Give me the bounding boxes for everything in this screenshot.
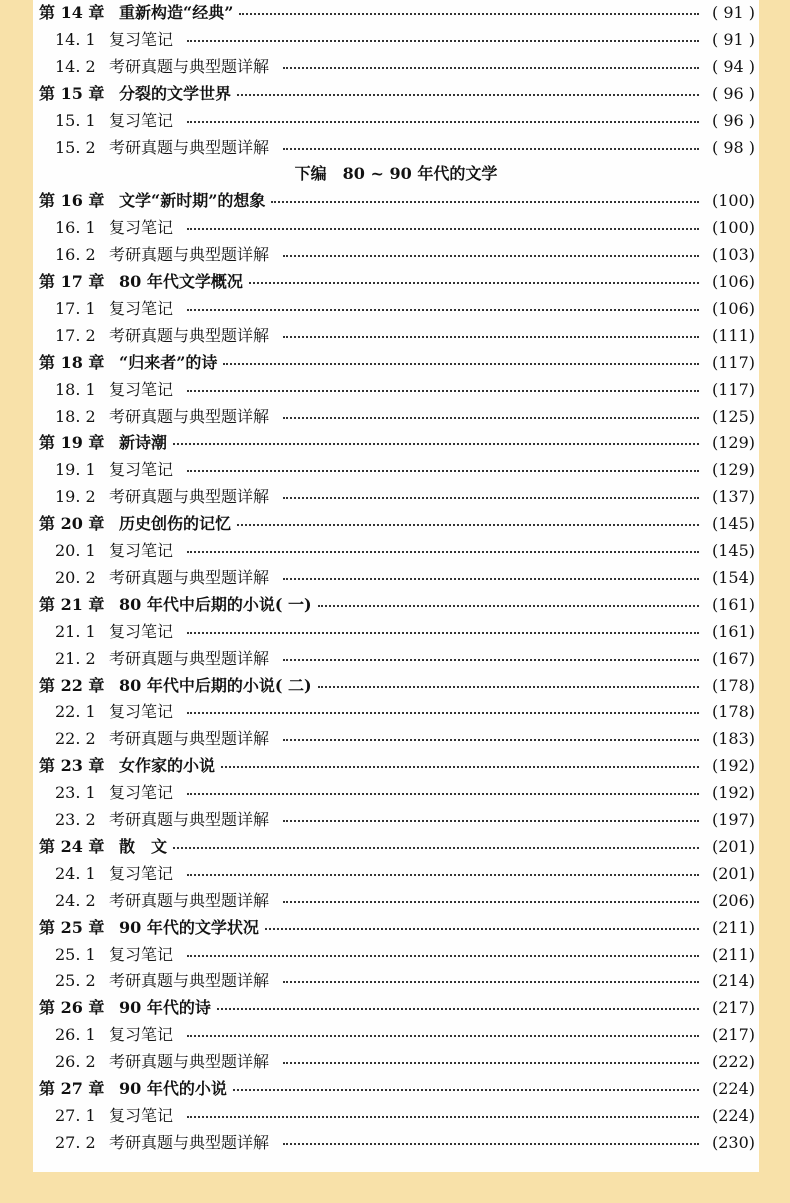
dot-leader [187, 390, 699, 392]
page-number: (178) [711, 675, 755, 695]
toc-section-entry[interactable] [33, 377, 759, 403]
page-number: (201) [711, 863, 755, 883]
chapter-number: 第 23 章 [39, 756, 105, 776]
section-title: 复习笔记 [109, 1025, 174, 1045]
dot-leader [187, 551, 699, 553]
toc-chapter-entry[interactable] [33, 673, 759, 699]
dot-leader [187, 874, 699, 876]
chapter-title: 90 年代的小说 [119, 1079, 227, 1098]
toc-chapter-entry[interactable] [33, 188, 759, 214]
dot-leader [283, 1143, 699, 1145]
chapter-title: 80 年代中后期的小说( 二) [119, 675, 312, 695]
section-number: 25. 2 [55, 971, 96, 991]
toc-section-entry[interactable] [33, 54, 759, 80]
page-number: ( 96 ) [711, 83, 755, 103]
dot-leader [265, 928, 699, 930]
toc-section-entry[interactable] [33, 780, 759, 806]
chapter-title: 历史创伤的记忆 [119, 514, 232, 534]
chapter-title: 文学“新时期”的想象 [119, 191, 266, 211]
page-number: (211) [711, 917, 755, 937]
page-number: (129) [711, 433, 755, 453]
dot-leader [187, 1116, 699, 1118]
page-number: (167) [711, 648, 755, 668]
toc-section-entry[interactable] [33, 27, 759, 53]
chapter-number: 第 17 章 [39, 272, 105, 291]
page-number: (224) [711, 1105, 755, 1125]
chapter-title: 重新构造“经典” [119, 3, 234, 22]
dot-leader [187, 121, 699, 123]
section-title: 复习笔记 [109, 218, 174, 238]
section-title: 考研真题与典型题详解 [109, 137, 270, 157]
section-number: 16. 2 [55, 245, 96, 265]
section-number: 26. 1 [55, 1025, 96, 1045]
chapter-number: 第 19 章 [39, 433, 105, 453]
page-number: (129) [711, 460, 755, 480]
dot-leader [217, 1008, 699, 1010]
section-title: 复习笔记 [109, 621, 174, 641]
dot-leader [187, 1035, 699, 1037]
section-number: 15. 1 [55, 110, 96, 130]
toc-chapter-entry[interactable] [33, 995, 759, 1021]
dot-leader [173, 443, 699, 445]
section-number: 18. 2 [55, 406, 96, 426]
dot-leader [271, 201, 699, 203]
toc-chapter-entry[interactable] [33, 753, 759, 779]
page-number: (137) [711, 487, 755, 507]
chapter-number: 第 25 章 [39, 917, 105, 937]
page-number: (161) [711, 594, 755, 614]
toc-chapter-entry[interactable] [33, 915, 759, 941]
chapter-number: 第 24 章 [39, 836, 105, 856]
toc-section-entry[interactable] [33, 699, 759, 725]
section-title: 考研真题与典型题详解 [109, 810, 270, 829]
toc-section-entry[interactable] [33, 968, 759, 994]
page-number: (217) [711, 1025, 755, 1045]
page-number: (206) [711, 890, 755, 910]
dot-leader [187, 309, 699, 311]
page-number: ( 96 ) [711, 110, 755, 130]
section-number: 17. 2 [55, 325, 96, 345]
section-title: 复习笔记 [109, 863, 174, 883]
section-title: 考研真题与典型题详解 [109, 971, 270, 991]
page-number: (222) [711, 1052, 755, 1072]
section-title: 考研真题与典型题详解 [109, 325, 270, 345]
section-title: 复习笔记 [109, 29, 174, 49]
chapter-number: 第 18 章 [39, 352, 105, 372]
page-number: (183) [711, 729, 755, 749]
page-number: (211) [711, 944, 755, 964]
toc-section-entry[interactable] [33, 942, 759, 968]
chapter-title: 80 年代文学概况 [119, 272, 243, 291]
dot-leader [318, 686, 699, 688]
section-number: 27. 2 [55, 1132, 96, 1152]
chapter-number: 第 16 章 [39, 191, 105, 211]
section-number: 15. 2 [55, 137, 96, 157]
section-number: 21. 1 [55, 621, 96, 641]
dot-leader [187, 793, 699, 795]
toc-section-entry[interactable] [33, 242, 759, 268]
dot-leader [233, 1089, 699, 1091]
section-title: 复习笔记 [109, 702, 174, 722]
dot-leader [283, 336, 699, 338]
toc-section-entry[interactable] [33, 484, 759, 510]
section-title: 复习笔记 [109, 110, 174, 130]
page-number: ( 91 ) [711, 3, 755, 22]
page-number: (100) [711, 218, 755, 238]
page-number: ( 98 ) [711, 137, 755, 157]
toc-section-entry[interactable] [33, 619, 759, 645]
dot-leader [283, 578, 699, 580]
section-number: 19. 2 [55, 487, 96, 507]
page-number: (230) [711, 1132, 755, 1152]
toc-section-entry[interactable] [33, 1103, 759, 1129]
section-number: 19. 1 [55, 460, 96, 480]
section-title: 复习笔记 [109, 944, 174, 964]
dot-leader [187, 40, 699, 42]
dot-leader [187, 955, 699, 957]
section-number: 24. 1 [55, 863, 96, 883]
page-number: ( 94 ) [711, 56, 755, 76]
section-title: 复习笔记 [109, 379, 174, 399]
chapter-number: 第 27 章 [39, 1079, 105, 1098]
chapter-title: 女作家的小说 [119, 756, 216, 776]
toc-chapter-entry[interactable] [33, 269, 759, 295]
page-number: (117) [711, 379, 755, 399]
section-title: 考研真题与典型题详解 [109, 890, 270, 910]
page-number: (192) [711, 783, 755, 803]
page-number: (214) [711, 971, 755, 991]
toc-chapter-entry[interactable] [33, 511, 759, 537]
chapter-title: “归来者”的诗 [119, 352, 218, 372]
toc-section-entry[interactable] [33, 861, 759, 887]
page-number: (197) [711, 810, 755, 829]
section-number: 23. 2 [55, 810, 96, 829]
page-number: (178) [711, 702, 755, 722]
page-number: (161) [711, 621, 755, 641]
section-title: 复习笔记 [109, 783, 174, 803]
section-number: 14. 2 [55, 56, 96, 76]
toc-page [33, 0, 759, 1172]
page-number: (106) [711, 272, 755, 291]
dot-leader [237, 524, 699, 526]
page-number: (145) [711, 541, 755, 560]
page-number: (154) [711, 567, 755, 587]
toc-section-entry[interactable] [33, 538, 759, 564]
dot-leader [187, 470, 699, 472]
section-number: 20. 2 [55, 567, 96, 587]
section-number: 20. 1 [55, 541, 96, 560]
dot-leader [283, 659, 699, 661]
section-number: 23. 1 [55, 783, 96, 803]
chapter-title: 散 文 [119, 836, 168, 856]
toc-section-entry[interactable] [33, 565, 759, 591]
toc-section-entry[interactable] [33, 1049, 759, 1075]
toc-section-entry[interactable] [33, 726, 759, 752]
page-number: (100) [711, 191, 755, 211]
section-title: 考研真题与典型题详解 [109, 406, 270, 426]
page-number: ( 91 ) [711, 29, 755, 49]
chapter-title: 80 年代中后期的小说( 一) [119, 594, 312, 614]
page-number: (125) [711, 406, 755, 426]
dot-leader [187, 228, 699, 230]
chapter-number: 第 21 章 [39, 594, 105, 614]
toc-chapter-entry[interactable] [33, 834, 759, 860]
section-title: 考研真题与典型题详解 [109, 56, 270, 76]
page-number: (117) [711, 352, 755, 372]
page-number: (224) [711, 1079, 755, 1098]
dot-leader [283, 1062, 699, 1064]
chapter-title: 分裂的文学世界 [119, 83, 232, 103]
toc-section-entry[interactable] [33, 404, 759, 430]
dot-leader [237, 94, 699, 96]
chapter-number: 第 26 章 [39, 998, 105, 1018]
page-number: (192) [711, 756, 755, 776]
section-title: 考研真题与典型题详解 [109, 1052, 270, 1072]
dot-leader [223, 363, 699, 365]
toc-chapter-entry[interactable] [33, 430, 759, 456]
chapter-title: 90 年代的文学状况 [119, 917, 259, 937]
dot-leader [187, 712, 699, 714]
toc-section-entry[interactable] [33, 135, 759, 161]
section-number: 26. 2 [55, 1052, 96, 1072]
page-number: (103) [711, 245, 755, 265]
section-title: 考研真题与典型题详解 [109, 245, 270, 265]
chapter-title: 90 年代的诗 [119, 998, 211, 1018]
chapter-title: 新诗潮 [119, 433, 168, 453]
section-title: 考研真题与典型题详解 [109, 1132, 270, 1152]
dot-leader [283, 67, 699, 69]
toc-chapter-entry[interactable] [33, 350, 759, 376]
section-title: 考研真题与典型题详解 [109, 648, 270, 668]
section-number: 14. 1 [55, 29, 96, 49]
page-number: (106) [711, 298, 755, 318]
section-number: 24. 2 [55, 890, 96, 910]
section-title: 复习笔记 [109, 1105, 174, 1125]
toc-section-entry[interactable] [33, 1130, 759, 1156]
toc-section-entry[interactable] [33, 807, 759, 833]
dot-leader [283, 981, 699, 983]
dot-leader [187, 632, 699, 634]
toc-section-entry[interactable] [33, 457, 759, 483]
toc-section-entry[interactable] [33, 888, 759, 914]
chapter-number: 第 14 章 [39, 3, 105, 22]
page-number: (145) [711, 514, 755, 534]
dot-leader [318, 605, 699, 607]
toc-section-entry[interactable] [33, 296, 759, 322]
dot-leader [283, 820, 699, 822]
page-number: (201) [711, 836, 755, 856]
section-number: 16. 1 [55, 218, 96, 238]
toc-section-entry[interactable] [33, 108, 759, 134]
toc-chapter-entry[interactable] [33, 592, 759, 618]
toc-chapter-entry[interactable] [33, 81, 759, 107]
section-title: 考研真题与典型题详解 [109, 487, 270, 507]
dot-leader [249, 282, 699, 284]
section-title: 考研真题与典型题详解 [109, 729, 270, 749]
toc-section-entry[interactable] [33, 323, 759, 349]
chapter-number: 第 20 章 [39, 514, 105, 534]
dot-leader [283, 255, 699, 257]
dot-leader [221, 766, 699, 768]
chapter-number: 第 15 章 [39, 83, 105, 103]
section-number: 22. 2 [55, 729, 96, 749]
toc-section-entry[interactable] [33, 215, 759, 241]
dot-leader [283, 148, 699, 150]
section-title: 复习笔记 [109, 541, 174, 560]
section-number: 17. 1 [55, 298, 96, 318]
toc-section-entry[interactable] [33, 646, 759, 672]
toc-section-entry[interactable] [33, 1022, 759, 1048]
section-title: 复习笔记 [109, 460, 174, 480]
section-number: 27. 1 [55, 1105, 96, 1125]
dot-leader [283, 739, 699, 741]
part-heading: 下编 80 ~ 90 年代的文学 [294, 164, 498, 184]
section-title: 考研真题与典型题详解 [109, 567, 270, 587]
page-number: (111) [711, 325, 755, 345]
dot-leader [173, 847, 699, 849]
toc-chapter-entry[interactable] [33, 1076, 759, 1102]
section-number: 21. 2 [55, 648, 96, 668]
chapter-number: 第 22 章 [39, 675, 105, 695]
toc-chapter-entry[interactable] [33, 0, 759, 26]
section-number: 18. 1 [55, 379, 96, 399]
page-number: (217) [711, 998, 755, 1018]
dot-leader [283, 901, 699, 903]
dot-leader [283, 417, 699, 419]
section-number: 22. 1 [55, 702, 96, 722]
section-title: 复习笔记 [109, 298, 174, 318]
dot-leader [283, 497, 699, 499]
dot-leader [239, 13, 699, 15]
section-number: 25. 1 [55, 944, 96, 964]
